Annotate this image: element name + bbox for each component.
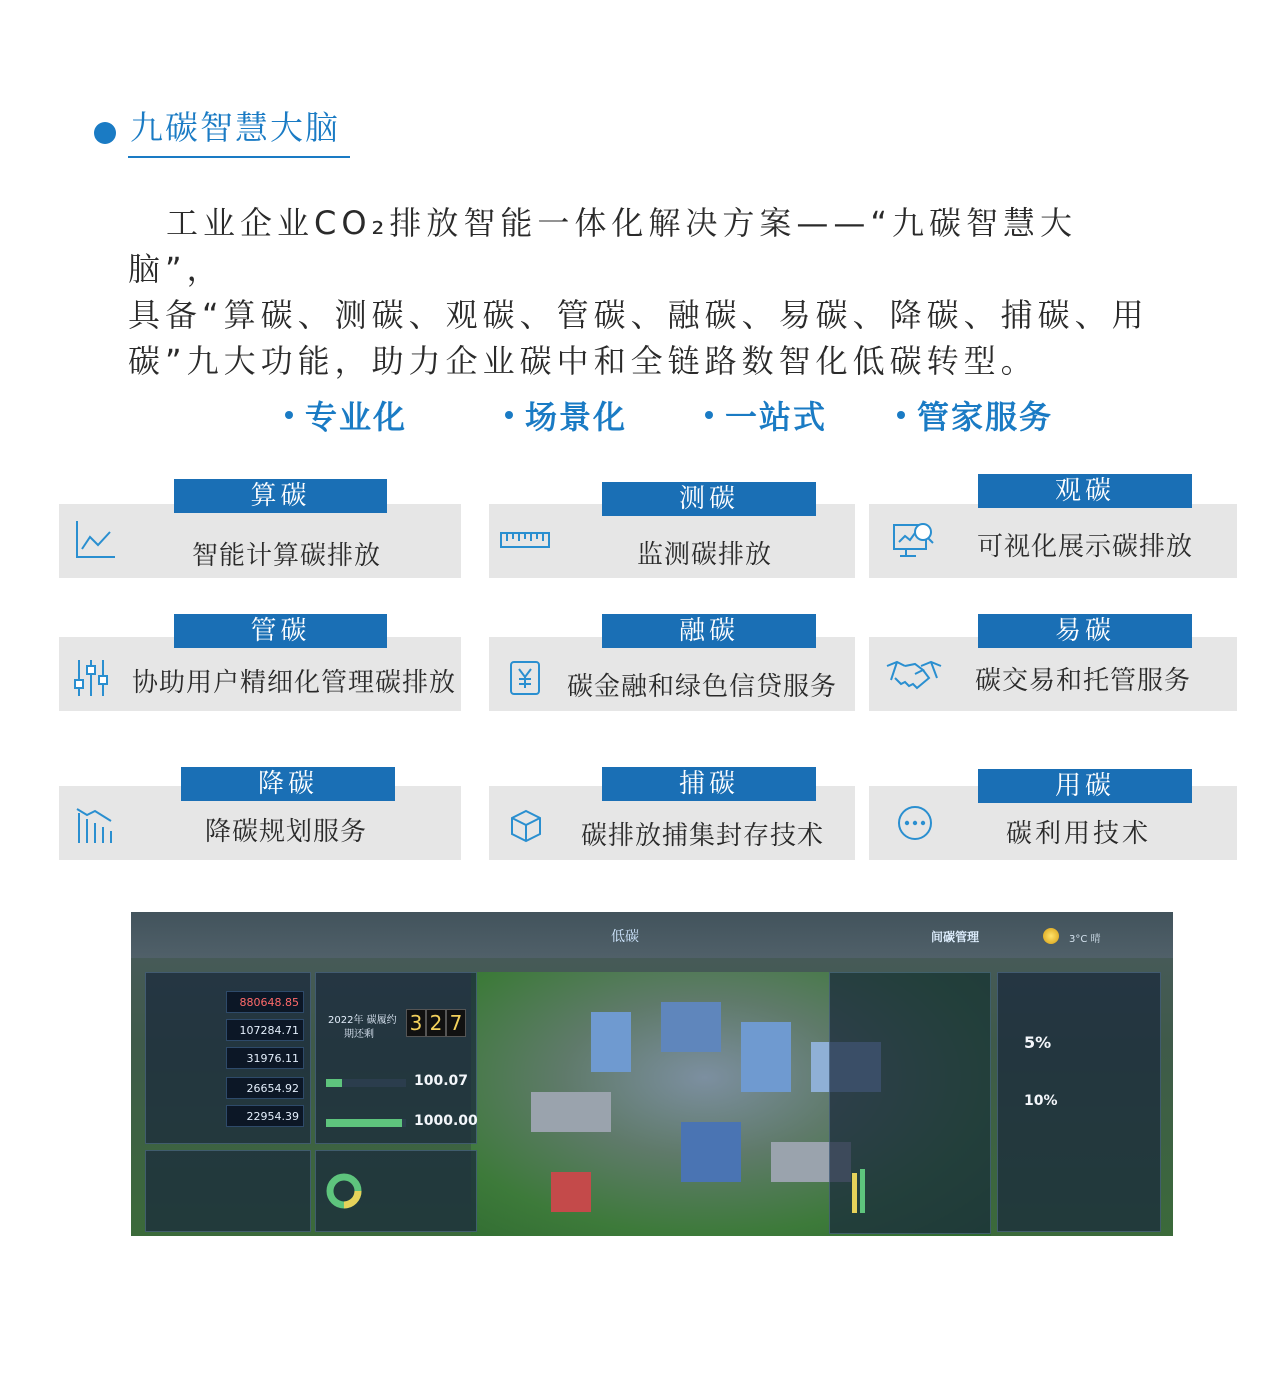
monitor-analytics-icon bbox=[891, 520, 935, 564]
card-title: 算碳 bbox=[174, 479, 387, 513]
intro-paragraph bbox=[128, 200, 1168, 384]
countdown-panel bbox=[315, 972, 477, 1144]
building bbox=[661, 1002, 721, 1052]
value-row: 880648.85 bbox=[226, 991, 304, 1013]
card-title: 融碳 bbox=[602, 614, 816, 648]
building bbox=[681, 1122, 741, 1182]
title-bullet-icon bbox=[94, 122, 116, 144]
countdown-label: 2022年 碳履约 bbox=[328, 1015, 397, 1026]
descending-bars-icon bbox=[73, 803, 117, 847]
card-description: 协助用户精细化管理碳排放 bbox=[132, 668, 457, 698]
chart-bar bbox=[852, 1173, 857, 1213]
sliders-icon bbox=[69, 656, 113, 700]
ruler-icon bbox=[499, 528, 551, 552]
bullet-icon bbox=[705, 411, 713, 419]
donut-chart-icon bbox=[324, 1171, 364, 1211]
value-row: 107284.71 bbox=[226, 1019, 304, 1041]
dashboard-preview bbox=[131, 912, 1173, 1236]
card-description: 智能计算碳排放 bbox=[192, 541, 382, 571]
countdown-digit: 3 bbox=[406, 1009, 426, 1037]
stats-list-panel bbox=[145, 1150, 311, 1232]
value-row: 31976.11 bbox=[226, 1047, 304, 1069]
card-description: 监测碳排放 bbox=[637, 540, 773, 570]
function-card-yongtan bbox=[869, 769, 1237, 860]
feature-highlights bbox=[0, 392, 1280, 442]
section-header bbox=[94, 108, 350, 158]
more-dots-icon bbox=[895, 803, 935, 843]
function-card-butan bbox=[489, 767, 855, 860]
value-row: 22954.39 bbox=[226, 1105, 304, 1127]
percent-value: 10% bbox=[1024, 1093, 1058, 1109]
emission-chart-panel bbox=[829, 972, 991, 1234]
function-card-guantan bbox=[869, 474, 1237, 578]
donut-panel bbox=[315, 1150, 477, 1232]
card-title: 管碳 bbox=[174, 614, 387, 648]
card-description: 降碳规划服务 bbox=[205, 817, 368, 847]
function-card-cetan bbox=[489, 482, 855, 578]
cube-box-icon bbox=[507, 807, 545, 845]
sun-icon bbox=[1043, 928, 1059, 944]
countdown-digit: 2 bbox=[426, 1009, 446, 1037]
function-card-suantan bbox=[59, 479, 461, 578]
progress-bar bbox=[326, 1079, 406, 1087]
value-row: 26654.92 bbox=[226, 1077, 304, 1099]
dashboard-top-bar bbox=[131, 912, 1173, 958]
yen-document-icon bbox=[505, 658, 545, 698]
card-title: 易碳 bbox=[978, 614, 1192, 648]
chart-bar bbox=[860, 1169, 865, 1213]
bullet-icon bbox=[505, 411, 513, 419]
reduction-panel bbox=[997, 972, 1161, 1232]
function-card-yitan bbox=[869, 614, 1237, 711]
building bbox=[591, 1012, 631, 1072]
countdown-digit: 7 bbox=[446, 1009, 466, 1037]
card-description: 碳交易和托管服务 bbox=[975, 666, 1192, 696]
feature-item: 一站式 bbox=[705, 392, 827, 438]
stat-value: 1000.00 bbox=[414, 1113, 478, 1129]
feature-item: 管家服务 bbox=[897, 392, 1053, 438]
progress-fill bbox=[326, 1079, 342, 1087]
function-card-jiangtan bbox=[59, 767, 461, 860]
card-description: 碳利用技术 bbox=[1006, 819, 1152, 849]
section-title: 九碳智慧大脑 bbox=[128, 108, 350, 158]
handshake-icon bbox=[885, 654, 943, 694]
intro-line-3: 碳”九大功能，助力企业碳中和全链路数智化低碳转型。 bbox=[128, 342, 1038, 380]
intro-line-1: 工业企业CO₂排放智能一体化解决方案——“九碳智慧大脑”， bbox=[128, 204, 1077, 288]
stat-value: 100.07 bbox=[414, 1073, 469, 1089]
dashboard-center-title: 低碳 bbox=[611, 929, 639, 945]
line-chart-icon bbox=[73, 517, 117, 561]
bullet-icon bbox=[897, 411, 905, 419]
weather-text: 3°C 晴 bbox=[1069, 934, 1101, 945]
card-title: 观碳 bbox=[978, 474, 1192, 508]
progress-fill bbox=[326, 1119, 402, 1127]
bullet-icon bbox=[285, 411, 293, 419]
function-card-guantan-manage bbox=[59, 614, 461, 711]
card-title: 降碳 bbox=[181, 767, 395, 801]
building bbox=[741, 1022, 791, 1092]
card-description: 可视化展示碳排放 bbox=[977, 532, 1194, 562]
countdown-label: 期还剩 bbox=[344, 1029, 374, 1040]
card-description: 碳排放捕集封存技术 bbox=[581, 821, 825, 851]
function-card-rongtan bbox=[489, 614, 855, 711]
progress-bar bbox=[326, 1119, 406, 1127]
intro-line-2: 具备“算碳、测碳、观碳、管碳、融碳、易碳、降碳、捕碳、用 bbox=[128, 296, 1149, 334]
dashboard-right-title: 间碳管理 bbox=[931, 930, 980, 944]
building bbox=[531, 1092, 611, 1132]
building bbox=[551, 1172, 591, 1212]
card-title: 用碳 bbox=[978, 769, 1192, 803]
card-description: 碳金融和绿色信贷服务 bbox=[567, 672, 838, 702]
emission-values-panel bbox=[145, 972, 311, 1144]
card-title: 测碳 bbox=[602, 482, 816, 516]
feature-item: 场景化 bbox=[505, 392, 627, 438]
percent-value: 5% bbox=[1024, 1033, 1052, 1052]
feature-item: 专业化 bbox=[285, 392, 407, 438]
card-title: 捕碳 bbox=[602, 767, 816, 801]
